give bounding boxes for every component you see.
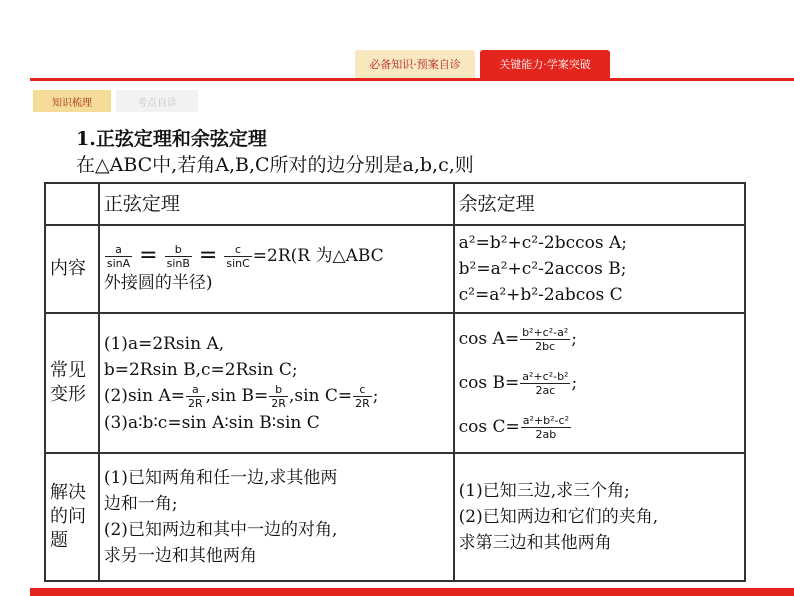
sine-variant-2: (2)sin A= $\frac{a}{2R}$ ,sin B= $\frac{b}{2R}$ ,sin C= $\frac{c}{2R}$ ;	[103, 382, 379, 410]
cosine-formula-a: a²=b²+c²-2bccos A;	[458, 233, 627, 253]
cosine-formula-c: c²=a²+b²-2abcos C	[458, 285, 623, 305]
sine-variant-1a: (1)a=2Rsin A,	[103, 333, 225, 354]
cosine-law-content	[454, 225, 745, 313]
sine-problems: (1)已知两角和任一边,求其他两 边和一角; (2)已知两边和其中一边的对角, 求另一边和其他两角	[99, 453, 454, 581]
row-label-problems: 解决的问题	[45, 453, 99, 581]
sine-variant-1b: b=2Rsin B,c=2Rsin C;	[103, 359, 298, 380]
footer-bar	[30, 588, 794, 596]
fraction-a-sinA: $\frac{a}{\sin A}$	[106, 242, 131, 270]
cosine-variant-C: cos C= $\frac{\text{a²+b²-c²}}{2ab}$	[458, 414, 569, 441]
intro-text: 在△ABC中,若角A,B,C所对的边分别是a,b,c,则	[76, 154, 474, 176]
table-row	[45, 225, 745, 313]
sine-law-tail: =2R(R 为△ABC	[252, 245, 384, 266]
row-label-variants: 常见变形	[45, 313, 99, 453]
cosine-problems: (1)已知三边,求三个角; (2)已知两边和它们的夹角, 求第三边和其他两角	[454, 453, 745, 581]
cosine-variants	[454, 313, 745, 453]
table-row	[45, 313, 745, 453]
sine-law-line2: 外接圆的半径)	[103, 272, 213, 293]
header-sine-law: 正弦定理	[99, 183, 454, 225]
fraction-c-sinC: $\frac{c}{\sin C}$	[226, 242, 250, 270]
row-label-content: 内容	[45, 225, 99, 313]
cosine-formula-b: b²=a²+c²-2accos B;	[458, 259, 627, 279]
sine-variants	[99, 313, 454, 453]
cosine-variant-A: cos A= $\frac{\text{b²+c²-a²}}{2bc}$ ;	[458, 326, 577, 353]
sine-variant-3: (3)a∶b∶c=sin A∶sin B∶sin C	[103, 412, 320, 433]
table-row	[45, 453, 745, 581]
theorem-table	[44, 182, 746, 582]
sine-law-content: $\frac{a}{\sin A}$ = $\frac{b}{\sin B}$ = $\frac{c}{\sin C}$ =2R(R 为△ABC 外接圆的半径)	[99, 225, 454, 313]
header-cosine-law: 余弦定理	[454, 183, 745, 225]
subtab-knowledge-review[interactable]: 知识梳理	[33, 90, 111, 112]
header-corner	[45, 183, 99, 225]
table-header-row	[45, 183, 745, 225]
fraction-b-sinB: $\frac{b}{\sin B}$	[166, 242, 190, 270]
tab-essential-knowledge[interactable]: 必备知识·预案自诊	[355, 50, 475, 78]
cosine-variant-B: cos B= $\frac{\text{a²+c²-b²}}{2ac}$ ;	[458, 370, 578, 397]
section-heading: 1.正弦定理和余弦定理	[76, 128, 267, 150]
header-divider	[30, 78, 794, 81]
subtab-self-check[interactable]: 考点自诊	[116, 90, 198, 112]
tab-key-abilities[interactable]: 关键能力·学案突破	[480, 50, 610, 78]
